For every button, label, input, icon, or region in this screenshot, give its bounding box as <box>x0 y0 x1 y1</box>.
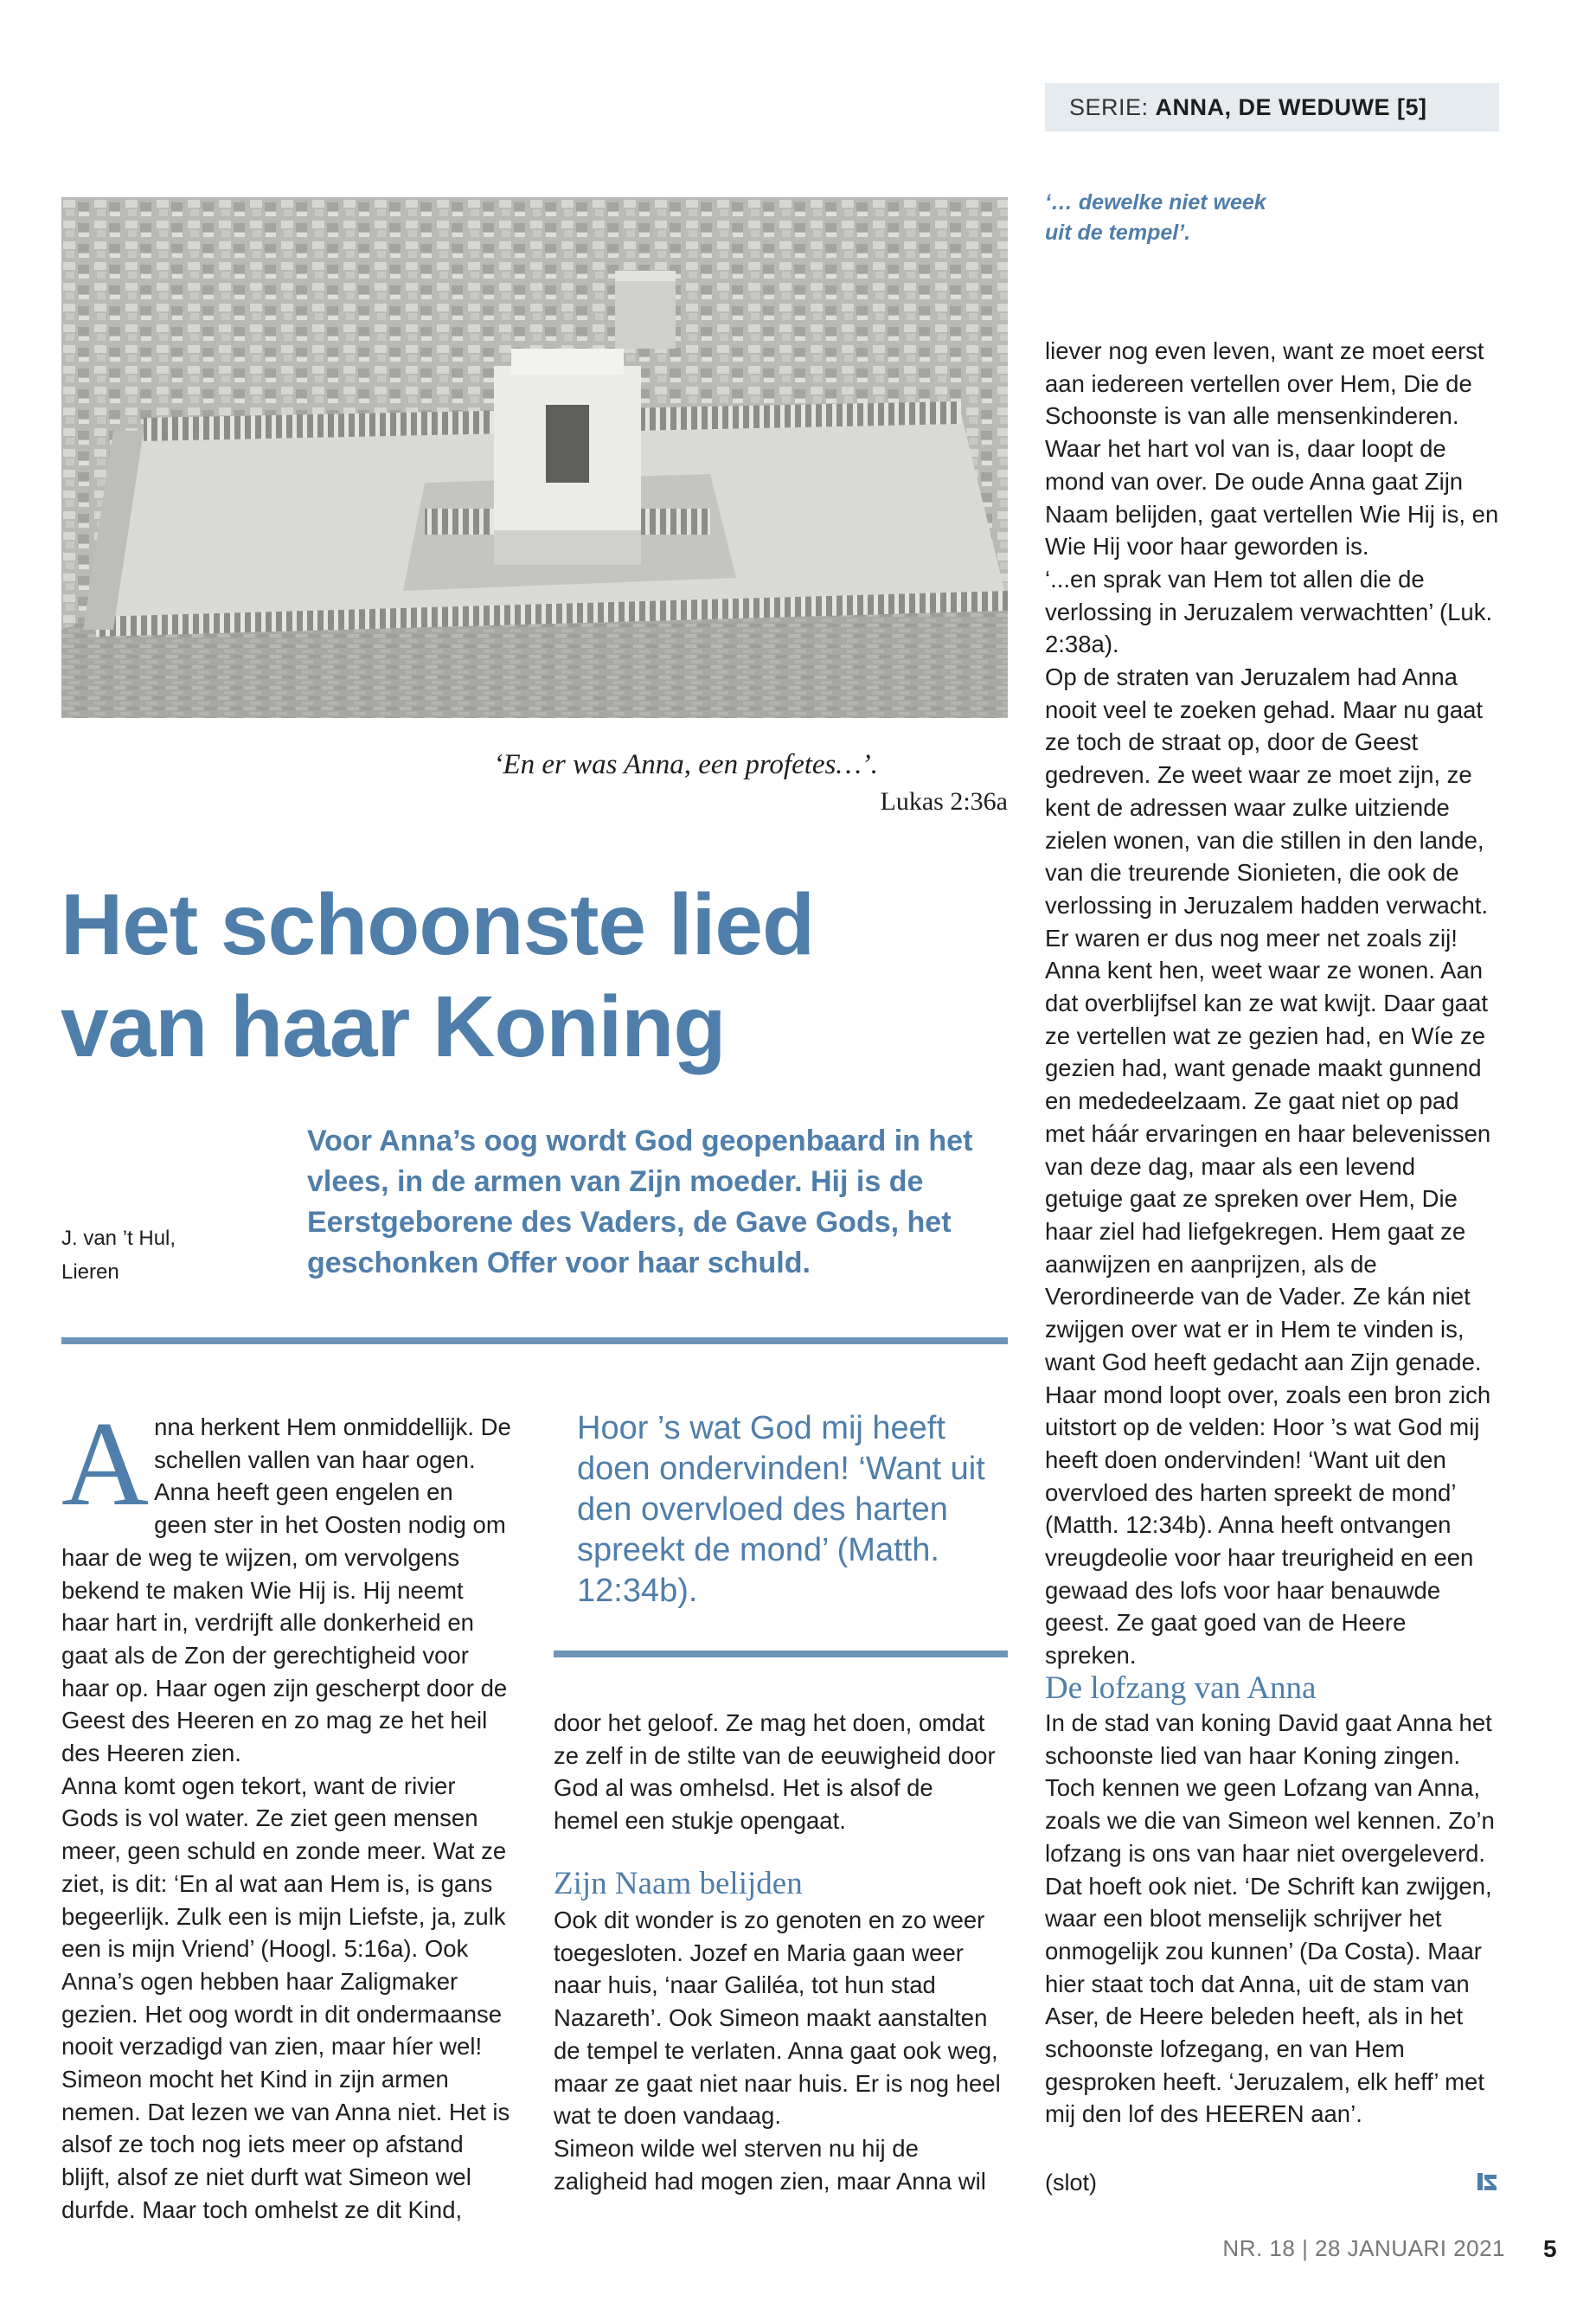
author-block <box>61 1221 286 1289</box>
pull-quote: Hoor ’s wat God mij heeft doen ondervinden! ‘Want uit den overvloed des harten spreekt de mond’ (Matth. 12:34b). <box>577 1410 985 1609</box>
paragraph <box>61 1397 511 1770</box>
temple-model-photo <box>61 197 1008 718</box>
paragraph: In de stad van koning David gaat Anna het schoonste lied van haar Koning zingen. Toch kennen we geen Lofzang van Anna, zoals we die van Simeon wel kennen. Zo’n lofzang is ons van haar niet overgeleverd. Dat hoeft ook niet. ‘De Schrift kan zwijgen, waar een bloot menselijk schrijver het onmogelijk zou kunnen’ (Da Costa). Maar hier staat toch dat Anna, uit de stam van Aser, de Heere beleden heeft, als in het schoonste lofzegang, en van Hem gesproken heeft. ‘Jeruzalem, elk heff’ met mij den lof des HEEREN aan’. <box>1045 1709 1495 2128</box>
article-column-3-continued <box>1045 1707 1499 2131</box>
series-header <box>1045 83 1499 131</box>
paragraph: door het geloof. Ze mag het doen, omdat ze zelf in de stilte van de eeuwigheid door God al was omhelsd. Het is alsof de hemel een stukje opengaat. <box>554 1709 996 1835</box>
subheading-zijn-naam: Zijn Naam belijden <box>554 1866 803 1901</box>
divider-rule <box>61 1337 1008 1344</box>
temple-model-icon <box>61 197 1008 718</box>
paragraph: Simeon mocht het Kind in zijn armen nemen. Dat lezen we van Anna niet. Het is alsof ze toch nog iets meer op afstand blijft, alsof ze niet durft wat Simeon wel durfde. Maar toch omhelst ze dit Kind, <box>61 2066 510 2223</box>
paragraph: Anna komt ogen tekort, want de rivier Gods is vol water. Ze ziet geen mensen meer, geen schuld en zonde meer. Wat ze ziet, is dit: ‘En al wat aan Hem is, is gans begeerlijk. Zulk een is mijn Liefste, ja, zulk een is mijn Vriend’ (Hoogl. 5:16a). Ook Anna’s ogen hebben haar Zaligmaker gezien. Het oog wordt in dit ondermaanse nooit verzadigd van zien, maar híer wel! <box>61 1772 507 2061</box>
article-title-line2: van haar Koning <box>61 978 726 1075</box>
closing-note: (slot) <box>1045 2170 1097 2195</box>
series-prefix: SERIE: <box>1069 94 1149 120</box>
article-column-1 <box>61 1397 511 2227</box>
author-place: Lieren <box>61 1260 119 1284</box>
article-column-2 <box>554 1707 1003 1837</box>
paragraph: Op de straten van Jeruzalem had Anna nooit veel te zoeken gehad. Maar nu gaat ze toch de straat op, door de Geest gedreven. Ze weet waar ze moet zijn, ze kent de adressen waar zulke uitziende zielen wonen, van die stillen in den lande, van die treurende Sionieten, die ook de verlossing in Jeruzalem hadden verwacht. Er waren er dus nog meer net zoals zij! <box>1045 663 1489 952</box>
side-quote-line1: ‘… dewelke niet week <box>1045 190 1266 215</box>
photo-caption-quote: ‘En er was Anna, een profetes…’. <box>493 749 878 780</box>
article-lead: Voor Anna’s oog wordt God geopenbaard in het vlees, in de armen van Zijn moeder. Hij is de Eerstgeborene des Vaders, de Gave Gods, het geschonken Offer voor haar schuld. <box>307 1125 973 1279</box>
article-column-3 <box>1045 335 1499 1672</box>
photo-caption-reference: Lukas 2:36a <box>880 787 1008 816</box>
pull-quote-rule <box>554 1650 1008 1657</box>
article-column-2-continued <box>554 1904 1003 2197</box>
subheading-lofzang: De lofzang van Anna <box>1045 1670 1317 1706</box>
paragraph: ‘...en sprak van Hem tot allen die de verlossing in Jeruzalem verwachtten’ (Luk. 2:38a). <box>1045 565 1493 658</box>
side-quote <box>1045 188 1304 248</box>
side-quote-line2: uit de tempel’. <box>1045 221 1191 245</box>
paragraph: Simeon wilde wel sterven nu hij de zaligheid had mogen zien, maar Anna wil <box>554 2134 986 2195</box>
article-title-line1: Het schoonste lied <box>61 876 815 973</box>
footer-issue: NR. 18 | 28 JANUARI 2021 <box>1222 2235 1505 2261</box>
article-title <box>61 874 1012 1078</box>
page-number: 5 <box>1543 2235 1557 2262</box>
paragraph: Ook dit wonder is zo genoten en zo weer toegesloten. Jozef en Maria gaan weer naar huis, ‘naar Galiléa, tot hun stad Nazareth’. Ook Simeon maakt aanstalten de tempel te verlaten. Anna gaat ook weg, maar ze gaat niet naar huis. Er is nog heel wat te doen vandaag. <box>554 1907 1001 2130</box>
paragraph: Anna kent hen, weet waar ze wonen. Aan dat overblijfsel kan ze wat kwijt. Daar gaat ze vertellen wat ze gezien had, en Wíe ze gezien had, want genade maakt gunnend en mededeelzaam. Ze gaat niet op pad met háár ervaringen en haar belevenissen van deze dag, maar als een levend getuige gaat ze spreken over Hem, Die haar ziel had liefgekregen. Hem gaat ze aanwijzen en aanprijzen, als de Verordineerde van de Vader. Ze kán niet zwijgen over wat er in Hem te vinden is, want God heeft gedacht aan Zijn genade. Haar mond loopt over, zoals een bron zich uitstort op de velden: Hoor ’s wat God mij heeft doen ondervinden! ‘Want uit den overvloed des harten spreekt de mond’ (Matth. 12:34b). Anna heeft ontvangen vreugdeolie voor haar treurigheid en een gewaad des lofs voor haar benauwde geest. Ze gaat goed van de Heere spreken. <box>1045 957 1491 1670</box>
end-mark-icon <box>1476 2170 1500 2194</box>
paragraph: liever nog even leven, want ze moet eerst aan iedereen vertellen over Hem, Die de Schoonste is van alle mensenkinderen. Waar het hart vol van is, daar loopt de mond van over. De oude Anna gaat Zijn Naam belijden, gaat vertellen Wie Hij is, en Wie Hij voor haar geworden is. <box>1045 337 1499 561</box>
drop-cap: A <box>61 1397 150 1531</box>
series-title: ANNA, DE WEDUWE [5] <box>1155 94 1427 120</box>
paragraph-text: nna herkent Hem onmiddellijk. De schellen vallen van haar ogen. Anna heeft geen engelen en geen ster in het Oosten nodig om haar de weg te wijzen, om vervolgens bekend te maken Wie Hij is. Hij neemt haar hart in, verdrijft alle donkerheid en gaat als de Zon der gerechtigheid voor haar op. Haar ogen zijn gescherpt door de Geest des Heeren en zo mag ze het heil des Heeren zien. <box>61 1413 511 1767</box>
author-name: J. van ’t Hul, <box>61 1227 176 1250</box>
